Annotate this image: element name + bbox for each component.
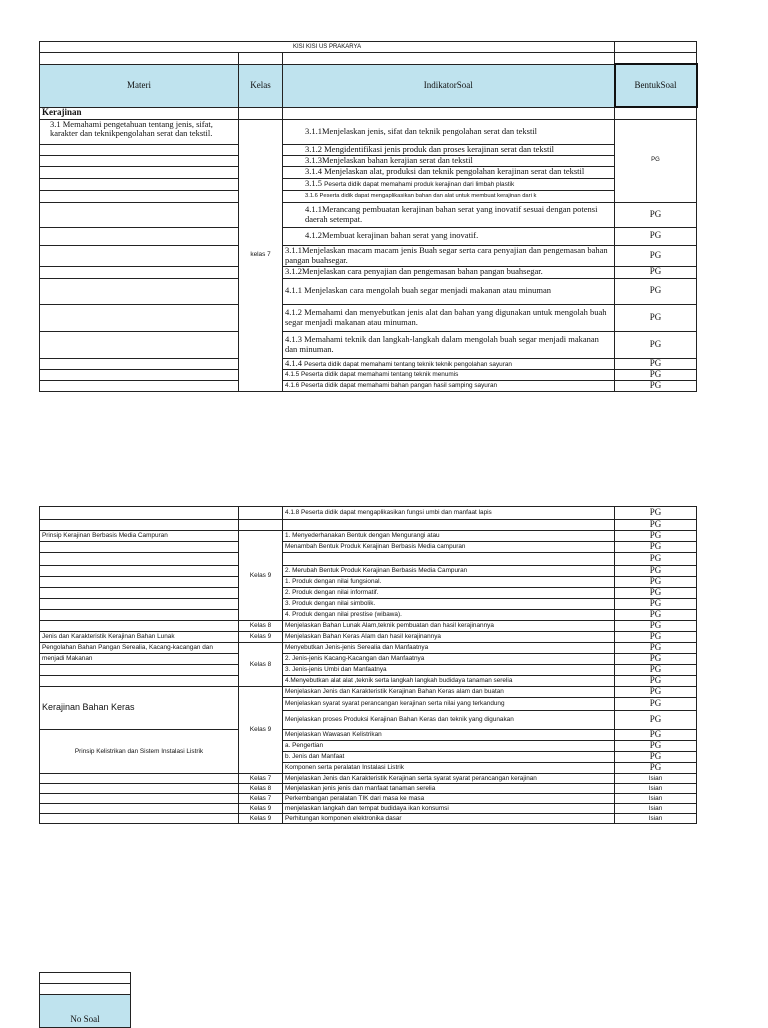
kelas-cell: Kelas 9 — [239, 803, 283, 813]
bentuk-pg-group: PG — [615, 119, 697, 202]
bentuk-cell: PG — [615, 531, 697, 542]
indikator-row: Menjelaskan Jenis dan Karakteristik Kerajinan Bahan Keras alam dan buatan — [283, 687, 615, 698]
indikator-row: 3. Jenis-jenis Umbi dan Manfaatnya — [283, 665, 615, 676]
bentuk-cell: PG — [615, 202, 697, 227]
bentuk-cell: PG — [615, 740, 697, 751]
bentuk-cell: PG — [615, 358, 697, 369]
header-indikator: IndikatorSoal — [283, 64, 615, 107]
indikator-row: 2. Produk dengan nilai informatif. — [283, 588, 615, 599]
section-heading: Kerajinan — [40, 107, 239, 119]
bentuk-cell: PG — [615, 588, 697, 599]
bentuk-cell: PG — [615, 227, 697, 245]
indikator-row: 4.1.5 Peserta didik dapat memahami tentang teknik menumis — [283, 369, 615, 380]
kelas-cell: Kelas 9 — [239, 632, 283, 643]
kelas-cell: Kelas 8 — [239, 621, 283, 632]
indikator-row: 1. Menyederhanakan Bentuk dengan Mengurangi atau — [283, 531, 615, 542]
indikator-row: 4.1.2Membuat kerajinan bahan serat yang inovatif. — [283, 227, 615, 245]
bentuk-cell: Isian — [615, 813, 697, 823]
indikator-row: Menjelaskan Bahan Keras Alam dan hasil kerajinannya — [283, 632, 615, 643]
indikator-row: 3.1.2 Mengidentifikasi jenis produk dan proses kerajinan serat dan tekstil — [283, 144, 615, 155]
indikator-row: 3.1.4 Menjelaskan alat, produksi dan teknik pengolahan kerajinan serat dan tekstil — [283, 166, 615, 178]
indikator-row: 4.1.1Merancang pembuatan kerajinan bahan serat yang inovatif sesuai dengan potensi daerah setempat. — [283, 202, 615, 227]
indikator-row: Perhitungan komponen elektronika dasar — [283, 813, 615, 823]
indikator-row: 4.Menyebutkan alat alat ,teknik serta langkah langkah budidaya tanaman serelia — [283, 676, 615, 687]
header-bentuk: BentukSoal — [615, 64, 697, 107]
indikator-row: 3.1.3Menjelaskan bahan kerajian serat dan tekstil — [283, 155, 615, 166]
bentuk-cell: PG — [615, 710, 697, 729]
bentuk-cell: PG — [615, 331, 697, 358]
kelas-8-group: Kelas 8 — [239, 643, 283, 687]
bentuk-cell: PG — [615, 566, 697, 577]
indikator-row: 2. Merubah Bentuk Produk Kerajinan Berbasis Media Campuran — [283, 566, 615, 577]
bentuk-cell: PG — [615, 542, 697, 553]
indikator-row: 4.1.3 Memahami teknik dan langkah-langkah dalam mengolah buah segar menjadi makanan dan minuman. — [283, 331, 615, 358]
bentuk-cell: PG — [615, 643, 697, 654]
bentuk-cell: PG — [615, 369, 697, 380]
indikator-row: Perkembangan peralatan TIK dari masa ke masa — [283, 793, 615, 803]
kelas-9-group-2: Kelas 9 — [239, 687, 283, 774]
bentuk-cell: PG — [615, 729, 697, 740]
indikator-row: 1. Produk dengan nilai fungsional. — [283, 577, 615, 588]
header-no-soal: No Soal — [40, 995, 131, 1028]
materi-cell: Prinsip Kerajinan Berbasis Media Campuran — [40, 531, 239, 542]
indikator-row: 4. Produk dengan nilai prestise (wibawa). — [283, 610, 615, 621]
materi-cell: menjadi Makanan — [40, 654, 239, 665]
indikator-row: 4.1.4 Peserta didik dapat memahami tentang teknik teknik pengolahan sayuran — [283, 358, 615, 369]
bentuk-cell: PG — [615, 654, 697, 665]
indikator-row: 4.1.1 Menjelaskan cara mengolah buah segar menjadi makanan atau minuman — [283, 278, 615, 304]
kelas-cell: Kelas 7 — [239, 773, 283, 783]
kisi-table-2 — [39, 506, 697, 824]
indikator-row: 3.1.5 Peserta didik dapat memahami produk kerajinan dari limbah plastik — [283, 178, 615, 190]
indikator-row: b. Jenis dan Manfaat — [283, 751, 615, 762]
indikator-row — [283, 553, 615, 566]
bentuk-cell: PG — [615, 380, 697, 391]
indikator-row: 3.1.6 Peserta didik dapat mengaplikasikan bahan dan alat untuk membuat kerajinan dari k — [283, 190, 615, 202]
kelas-9-group: Kelas 9 — [239, 531, 283, 621]
indikator-row — [283, 520, 615, 531]
bentuk-cell: PG — [615, 610, 697, 621]
header-kelas: Kelas — [239, 64, 283, 107]
bentuk-cell: PG — [615, 599, 697, 610]
indikator-row: 3.1.1Menjelaskan macam macam jenis Buah segar serta cara penyajian dan pengemasan bahan pangan buahsegar. — [283, 245, 615, 266]
indikator-row: menjelaskan langkah dan tempat budidaya ikan konsumsi — [283, 803, 615, 813]
bentuk-cell: PG — [615, 751, 697, 762]
kisi-table-1 — [39, 41, 698, 392]
bentuk-cell: PG — [615, 520, 697, 531]
materi-kelistrikan: Prinsip Kelistrikan dan Sistem Instalasi Listrik — [40, 729, 239, 773]
bentuk-cell: PG — [615, 665, 697, 676]
bentuk-cell: PG — [615, 278, 697, 304]
indikator-row: 4.1.8 Peserta didik dapat mengaplikasikan fungsi umbi dan manfaat lapis — [283, 507, 615, 520]
indikator-row: Menjelaskan proses Produksi Kerajinan Bahan Keras dan teknik yang digunakan — [283, 710, 615, 729]
indikator-row: a. Pengertian — [283, 740, 615, 751]
indikator-row: Menjelaskan Jenis dan Karakteristik Kerajinan serta syarat syarat perancangan kerajinan — [283, 773, 615, 783]
indikator-row: 3.1.1Menjelaskan jenis, sifat dan teknik pengolahan serat dan tekstil — [283, 119, 615, 144]
bentuk-cell: Isian — [615, 803, 697, 813]
bentuk-cell: PG — [615, 632, 697, 643]
kelas-cell: Kelas 9 — [239, 813, 283, 823]
bentuk-cell: Isian — [615, 793, 697, 803]
bentuk-cell: PG — [615, 687, 697, 698]
indikator-row: Menambah Bentuk Produk Kerajinan Berbasis Media campuran — [283, 542, 615, 553]
bentuk-cell: Isian — [615, 783, 697, 793]
indikator-row: Menjelaskan Bahan Lunak Alam,teknik pembuatan dan hasil kerajinannya — [283, 621, 615, 632]
bentuk-cell: PG — [615, 507, 697, 520]
indikator-row: Menjelaskan Wawasan Kelistrikan — [283, 729, 615, 740]
bentuk-cell: Isian — [615, 773, 697, 783]
blank-cell — [615, 42, 697, 53]
indikator-row: 3.1.2Menjelaskan cara penyajian dan pengemasan bahan pangan buahsegar. — [283, 266, 615, 278]
doc-title: KISI KISI US PRAKARYA — [40, 42, 615, 53]
bentuk-cell: PG — [615, 266, 697, 278]
kelas-cell: Kelas 8 — [239, 783, 283, 793]
bentuk-cell: PG — [615, 245, 697, 266]
bentuk-cell: PG — [615, 762, 697, 773]
indikator-row: 2. Jenis-jenis Kacang-Kacangan dan Manfaatnya — [283, 654, 615, 665]
indikator-row: Menyebutkan Jenis-jenis Serealia dan Manfaatnya — [283, 643, 615, 654]
bentuk-cell: PG — [615, 304, 697, 331]
bentuk-cell: PG — [615, 676, 697, 687]
indikator-row: 4.1.2 Memahami dan menyebutkan jenis alat dan bahan yang digunakan untuk mengolah buah segar menjadi makanan atau minuman. — [283, 304, 615, 331]
materi-cell: Jenis dan Karakteristik Kerajinan Bahan Lunak — [40, 632, 239, 643]
kelas-cell: Kelas 7 — [239, 793, 283, 803]
materi-kerajinan-bahan-keras: Kerajinan Bahan Keras — [40, 687, 239, 730]
materi-cell: Pengolahan Bahan Pangan Serealia, Kacang-kacangan dan — [40, 643, 239, 654]
no-soal-table — [39, 972, 131, 1028]
indikator-row: 3. Produk dengan nilai simbolik. — [283, 599, 615, 610]
indikator-row: Komponen serta peralatan Instalasi Listrik — [283, 762, 615, 773]
kelas-7-cell: kelas 7 — [239, 119, 283, 391]
indikator-row: Menjelaskan jenis jenis dan manfaat tanaman serelia — [283, 783, 615, 793]
bentuk-cell: PG — [615, 621, 697, 632]
indikator-row: Menjelaskan syarat syarat perancangan kerajinan serta nilai yang terkandung — [283, 697, 615, 710]
header-materi: Materi — [40, 64, 239, 107]
bentuk-cell: PG — [615, 553, 697, 566]
indikator-row: 4.1.6 Peserta didik dapat memahami bahan pangan hasil samping sayuran — [283, 380, 615, 391]
bentuk-cell: PG — [615, 577, 697, 588]
materi-3-1: 3.1 Memahami pengetahuan tentang jenis, sifat, karakter dan teknikpengolahan serat dan tekstil. — [40, 119, 239, 144]
bentuk-cell: PG — [615, 697, 697, 710]
